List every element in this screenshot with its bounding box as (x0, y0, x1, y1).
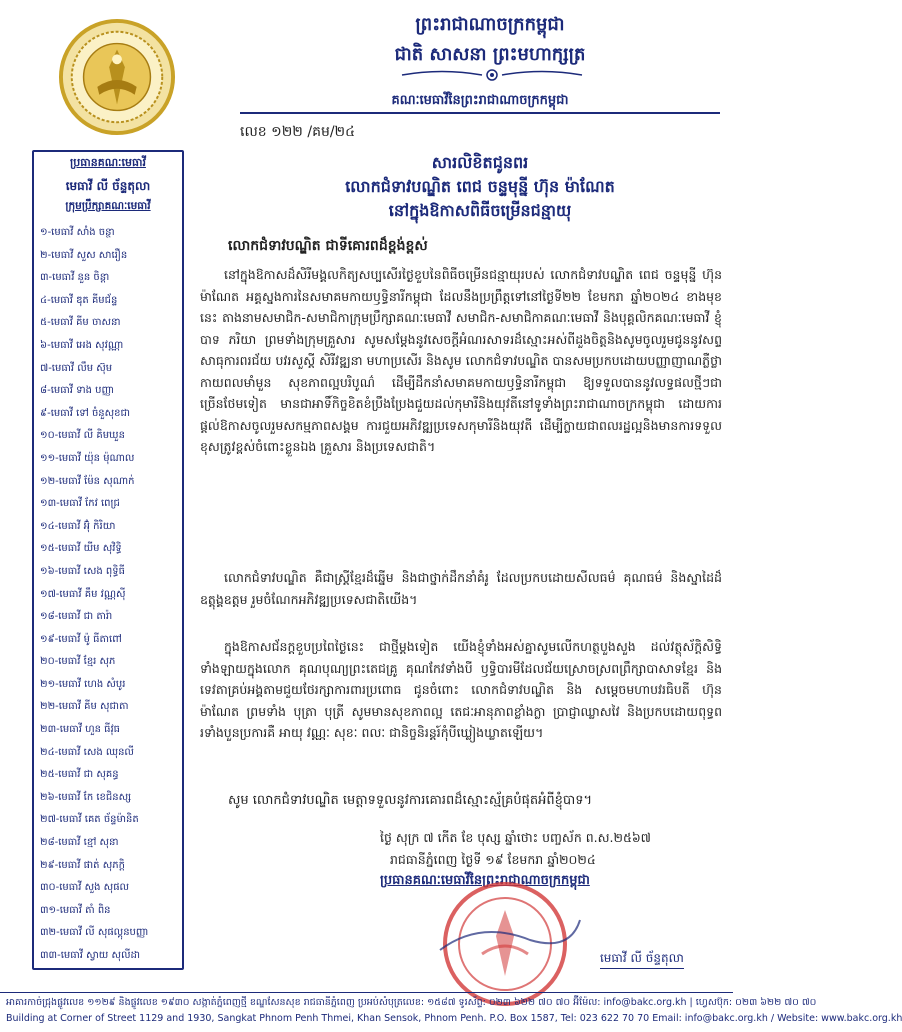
list-item: ១៩-មេធាវី ម៉ូ ធីតាពៅ (40, 633, 122, 645)
motto-heading: ជាតិ សាសនា ព្រះមហាក្សត្រ (394, 44, 586, 65)
sidebar-board-title: ក្រុមប្រឹក្សាគណៈមេធាវី (65, 200, 151, 212)
list-item: ២២-មេធាវី គីម សុជាតា (40, 701, 129, 713)
list-item: ២៤-មេធាវី សេង ឈុនលី (40, 746, 134, 758)
solar-date: រាជធានីភ្នំពេញ ថ្ងៃទី ១៩ ខែមករា ឆ្នាំ២០២៤ (390, 852, 596, 867)
list-item: ៧-មេធាវី លឹម ស៊ុម (40, 362, 113, 374)
list-item: ១-មេធាវី សាំង ចន្ថា (40, 227, 115, 238)
list-item: ៨-មេធាវី ទាង បញ្ញា (40, 385, 114, 397)
header-divider (240, 112, 720, 114)
ornament-divider-icon (392, 68, 592, 82)
list-item: ៩-មេធាវី ទៅ ចំនួសុខជា (40, 407, 131, 419)
list-item: ១៨-មេធាវី ជា តារ៉ា (40, 611, 113, 623)
reference-number: លេខ ១២២ /គម/២៤ (240, 124, 356, 140)
list-item: ៣៣-មេធាវី ស្វាយ សុលីដា (40, 950, 141, 961)
footer-divider (0, 992, 733, 993)
closing-paragraph: សូម លោកជំទាវបណ្ឌិត មេត្តាទទួលនូវការគោរពដ៏ស្មោះស្ម័គ្របំផុតអំពីខ្ញុំបាទ។ (228, 793, 593, 808)
list-item: ១៦-មេធាវី សេង ពុទ្ធិធី (40, 565, 125, 577)
signatory-title: ប្រធានគណៈមេធាវីនៃព្រះរាជាណាចក្រកម្ពុជា (380, 873, 590, 888)
list-item: ២៧-មេធាវី គេត ច័ន្ទម៉ានិត (40, 814, 139, 826)
list-item: ១១-មេធាវី យ៉ុន ម៉ុណាល (40, 452, 135, 464)
list-item: ២០-មេធាវី ខ្មែរ សុភ (40, 656, 116, 668)
letter-title-block (240, 152, 720, 224)
sidebar-president-title: ប្រធានគណៈមេធាវី (70, 156, 146, 169)
body-paragraph-3: ក្នុងឱកាសជ័នក្ដខួបប្រពៃថ្ងៃនេះ ជាថ្មីម្ដងទៀត យើងខ្ញុំទាំងអស់គ្នាសូមលើកហត្ថបួងសួង ដល់វត្ថុស័ក្ដិសិទ្ធិទាំងឡាយក្នុងលោក គុណបុណ្យព្រះតេជគ្រូ គុណកែវទាំងបី ឫទ្ធិបារមីដែលជ័យស្រោចស្រពព្រឹក្សាបាសាទខ្មែរ និងទេវតាគ្រប់អង្គតាមជួយថែរក្សាការពារប្រពោធ ជូនចំពោះ លោកជំទាវបណ្ឌិត និង សម្ដេចមហាបវរធិបតី ហ៊ុន ម៉ាណែត ព្រមទាំង បុត្រា បុត្រី សូមមានសុខភាពល្អ តេជៈអានុភាពខ្លាំងក្លា ប្រាជ្ញាឈ្លាសវៃ និងប្រកបដោយពុទ្ធពរទាំងបួនប្រការគឺ អាយុ វណ្ណៈ សុខៈ ពលៈ ជានិច្ចនិរន្តរ៍កុំបីឃ្លៀងឃ្លាតឡើយ។ (200, 639, 722, 740)
list-item: ១៣-មេធាវី កែវ ពេជ្រ (40, 498, 120, 510)
body-paragraph-1: នៅក្នុងឱកាសដ៏សិរីមង្គលកិត្យសប្បសើរថ្ងៃខួបនៃពិធីចម្រើនជន្មាយុរបស់ លោកជំទាវបណ្ឌិត ពេជ ចន្ទមុន្នី ហ៊ុន ម៉ាណែត អគ្គស្នងការនៃសមាគមកាយឫទ្ធិនារីកម្ពុជា ដែលនឹងប្រព្រឹត្តទៅនៅថ្ងៃទី២២ ខែមករា ឆ្នាំ២០២៤ ខាងមុខនេះ តាងនាមសមាជិក-សមាជិកាក្រុមប្រឹក្សាគណៈមេធាវី សមាជិក-សមាជិកាគណៈមេធាវី និងបុគ្គលិកគណៈមេធាវី ខ្ញុំបាទ ភរិយា ព្រមទាំងក្រុមគ្រួសារ សូមសម្ដែងនូវសេចក្ដីអំណរសាទរដ៏ស្មោះអស់ពីដួងចិត្តនិងសូមចូលរួមជូននូវសព្ទសាធុការពរជ័យ បវរសួស្តី សិរីវឌ្ឍនា មហាប្រសើរ និងសូម លោកជំទាវបណ្ឌិត បានសមប្រកបដោយបញ្ញាញាណភ្លឺថ្លា កាយពលមាំមួន សុខភាពល្អបរិបូណ៌ ដើម្បីដឹកនាំសមាគមកាយឫទ្ធិនារីកម្ពុជា ឱ្យទទួលបាននូវលទ្ធផលថ្មីៗជាច្រើនថែមទៀត មានជាអាទិ៍កិច្ចខិតខំប្រឹងប្រែងជួយដល់កុមារីនិងយុវតីនៅទូទាំងព្រះរាជាណាចក្រកម្ពុជា ដោយការផ្ដល់ឱកាសចូលរួមសកម្មភាពសង្គម ការជួយអភិវឌ្ឍប្រទេសកុមារីនិងយុវតី ដើម្បីក្លាយជាពលរដ្ឋល្អនិងមានការទទួលខុសត្រូវខ្ពស់ចំពោះខ្លួនឯង គ្រួសារ និងប្រទេសជាតិ។ (200, 267, 722, 454)
list-item: ២៩-មេធាវី ផាត់ សុភក្តិ (40, 859, 125, 871)
board-member-list (40, 222, 180, 968)
list-item: ៣០-មេធាវី សួង សុផល (40, 882, 130, 894)
signatory-name: មេធាវី លី ច័ន្ទតុលា (600, 950, 684, 969)
list-item: ២១-មេធាវី ហេង សំបូរ (40, 678, 126, 690)
body-paragraph-2: លោកជំទាវបណ្ឌិត គឺជាស្ត្រីខ្មែរដ៏ឆ្នើម និងជាថ្នាក់ដឹកនាំគំរូ ដែលប្រកបដោយសីលធម៌ គុណធម៌ និងស្នាដៃដ៏ឧត្ដុង្គឧត្ដម រួមចំណែកអភិវឌ្ឍប្រទេសជាតិយើង។ (200, 570, 722, 607)
organization-heading: គណៈមេធាវីនៃព្រះរាជាណាចក្រកម្ពុជា (391, 93, 569, 108)
official-stamp-icon (410, 880, 600, 1008)
letter-recipient: លោកជំទាវបណ្ឌិត ពេជ ចន្ទមុន្នី ហ៊ុន ម៉ាណែត (345, 177, 615, 196)
letter-occasion: នៅក្នុងឱកាសពិធីចម្រើនជន្មាយុ (388, 201, 572, 220)
list-item: ៣-មេធាវី នួន ចិន្តា (40, 272, 110, 284)
board-sidebar (32, 150, 184, 970)
sidebar-president-name: មេធាវី លី ច័ន្ទតុលា (65, 179, 151, 193)
list-item: ២៥-មេធាវី ជា សុគន្ធ (40, 769, 119, 781)
salutation: លោកជំទាវបណ្ឌិត ជាទីគោរពដ៏ខ្ពង់ខ្ពស់ (228, 238, 428, 254)
list-item: ៦-មេធាវី អេង សុវណ្ណា (40, 339, 124, 351)
list-item: ២៣-មេធាវី ហួន ធីវុធ (40, 724, 121, 736)
list-item: ៣២-មេធាវី លី សុផល្គុនបញ្ញា (40, 927, 149, 939)
list-item: ២៨-មេធាវី ខ្មៅ សុនា (40, 837, 119, 849)
list-item: ៥-មេធាវី គីម ចាសនា (40, 317, 121, 329)
list-item: ១២-មេធាវី ម៉ែន សុណាក់ (40, 475, 135, 487)
list-item: ២-មេធាវី សួស សារឿន (40, 249, 128, 261)
list-item: ៤-មេធាវី ឌុត គីមជ័ន្ទ (40, 294, 118, 306)
list-item: ២៦-មេធាវី កែ ខេជិនស្ស (40, 791, 132, 803)
list-item: ១៥-មេធាវី យីម សុវិទ្ធិ (40, 543, 122, 555)
footer-address-khmer: អាគារកាច់ជ្រុងផ្លូវលេខ ១១២៩ និងផ្លូវលេខ ១៩៣០ សង្កាត់ភ្នំពេញថ្មី ខណ្ឌសែនសុខ រាជធានីភ្នំពេញ ប្រអប់សំបុត្រលេខ: ១៥៨៧ ទូរស័ព្ទ: ០២៣ ៦២២ ៧០ ៧០ អ៊ីម៉ែល: info@bakc.org.kh | ហ្វេសប៊ុក: ០២៣ ៦២២ ៧០ ៧០ (6, 997, 817, 1008)
letter-title: សារលិខិតជូនពរ (431, 153, 529, 172)
list-item: ១០-មេធាវី លី គិមឃួន (40, 430, 125, 442)
kingdom-heading: ព្រះរាជាណាចក្រកម្ពុជា (415, 14, 565, 35)
list-item: ១៧-មេធាវី គឹម វណ្ណស៊ី (40, 588, 126, 600)
bar-association-seal-icon (58, 18, 176, 136)
list-item: ១៤-មេធាវី អ៊ុំ កិរិយា (40, 520, 116, 532)
lunar-date: ថ្ងៃ សុក្រ ៧ កើត ខែ បុស្ស ឆ្នាំថោះ បញ្ចស័ក ព.ស.២៥៦៧ (380, 830, 651, 845)
footer-address-english: Building at Corner of Street 1129 and 1930, Sangkat Phnom Penh Thmei, Khan Sensok, Phnom Penh. P.O. Box 1587, Tel: 023 622 70 70 Email: info@bakc.org.kh / Website: www.bakc.org.kh (6, 1013, 902, 1024)
list-item: ៣១-មេធាវី តាំ ពិន (40, 904, 111, 916)
